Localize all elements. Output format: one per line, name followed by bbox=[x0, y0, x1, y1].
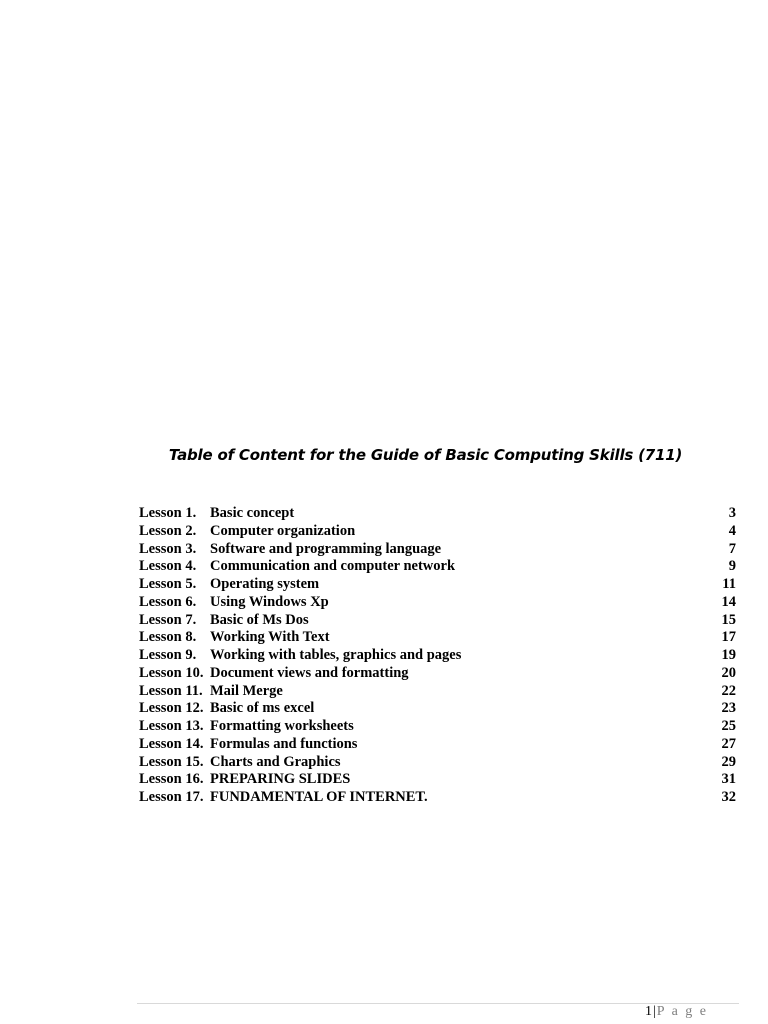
toc-entry-page-number: 7 bbox=[728, 540, 736, 557]
toc-entry-page-number: 20 bbox=[721, 664, 736, 681]
toc-entry bbox=[139, 541, 736, 559]
toc-entry-title: FUNDAMENTAL OF INTERNET. bbox=[210, 789, 428, 805]
toc-title: Table of Content for the Guide of Basic Computing Skills (711) bbox=[168, 446, 683, 464]
toc-entry bbox=[139, 594, 736, 612]
toc-entry-title: Basic of Ms Dos bbox=[210, 611, 309, 628]
toc-entry bbox=[139, 612, 736, 630]
toc-entry-page-number: 23 bbox=[721, 700, 736, 717]
footer-separator: | bbox=[652, 1004, 656, 1019]
toc-entry bbox=[139, 647, 736, 665]
toc-entry-title: Mail Merge bbox=[210, 682, 283, 699]
toc-entry-label: Lesson 4. bbox=[139, 558, 197, 575]
toc-entry bbox=[139, 683, 736, 701]
toc-entry-title: Software and programming language bbox=[210, 540, 442, 557]
toc-entry-title: Computer organization bbox=[210, 522, 356, 539]
toc-entry-label: Lesson 13. bbox=[139, 718, 204, 734]
toc-entry-label: Lesson 10. bbox=[139, 664, 204, 681]
toc-entry bbox=[139, 789, 736, 807]
toc-entry-page-number: 15 bbox=[721, 611, 736, 628]
footer-page-number: 1 bbox=[644, 1004, 652, 1019]
toc-entry-page-number: 9 bbox=[728, 558, 736, 575]
toc-entry-label: Lesson 9. bbox=[139, 647, 197, 663]
toc-entry-label: Lesson 16. bbox=[139, 771, 204, 788]
toc-entry-title: Communication and computer network bbox=[210, 558, 456, 575]
toc-entry-page-number: 31 bbox=[721, 771, 736, 788]
toc-entry-page-number: 27 bbox=[721, 735, 736, 752]
toc-entry-title: Working With Text bbox=[210, 629, 330, 646]
toc-entry-label: Lesson 17. bbox=[139, 789, 204, 805]
toc-entry-title: Document views and formatting bbox=[210, 664, 409, 681]
toc-entry-page-number: 17 bbox=[721, 629, 736, 646]
toc-entry-label: Lesson 11. bbox=[139, 682, 203, 699]
toc-entry-label: Lesson 5. bbox=[139, 576, 197, 592]
toc-entry-title: Basic concept bbox=[210, 505, 295, 521]
toc-entry bbox=[139, 771, 736, 789]
toc-entry-title: Formulas and functions bbox=[210, 735, 358, 752]
toc-entry-page-number: 19 bbox=[721, 647, 736, 663]
toc-entry-title: Operating system bbox=[210, 576, 320, 592]
toc-entry-label: Lesson 6. bbox=[139, 593, 197, 610]
toc-entry bbox=[139, 505, 736, 523]
toc-entry-title: PREPARING SLIDES bbox=[210, 771, 351, 788]
toc-entry bbox=[139, 754, 736, 772]
toc-entry-title: Formatting worksheets bbox=[210, 718, 354, 734]
toc-entry-label: Lesson 3. bbox=[139, 540, 197, 557]
toc-entry bbox=[139, 700, 736, 718]
toc-entry bbox=[139, 576, 736, 594]
toc-entry-label: Lesson 8. bbox=[139, 629, 197, 646]
toc-entry-page-number: 25 bbox=[721, 718, 736, 734]
toc-entry-page-number: 3 bbox=[728, 505, 736, 521]
toc-entry-label: Lesson 12. bbox=[139, 700, 204, 717]
toc-entry bbox=[139, 665, 736, 683]
toc-entry bbox=[139, 523, 736, 541]
page-footer bbox=[645, 1004, 708, 1020]
toc-entry-label: Lesson 2. bbox=[139, 522, 197, 539]
toc-entry-label: Lesson 1. bbox=[139, 505, 197, 521]
toc-entry bbox=[139, 736, 736, 754]
toc-entry-label: Lesson 7. bbox=[139, 611, 197, 628]
toc-entry-title: Using Windows Xp bbox=[210, 593, 329, 610]
toc-entry-page-number: 14 bbox=[721, 593, 736, 610]
toc-entry-page-number: 32 bbox=[721, 789, 736, 805]
toc-entry-title: Working with tables, graphics and pages bbox=[210, 647, 462, 663]
toc-entry bbox=[139, 718, 736, 736]
toc-entry-label: Lesson 14. bbox=[139, 735, 204, 752]
toc-entry-page-number: 4 bbox=[728, 522, 736, 539]
toc-entry-page-number: 22 bbox=[721, 682, 736, 699]
footer-page-word: P a g e bbox=[656, 1004, 708, 1019]
toc-entry-page-number: 29 bbox=[721, 753, 736, 770]
toc-entry bbox=[139, 629, 736, 647]
toc-entry bbox=[139, 558, 736, 576]
toc-entry-title: Basic of ms excel bbox=[210, 700, 315, 717]
toc-entry-label: Lesson 15. bbox=[139, 753, 204, 770]
toc-entry-title: Charts and Graphics bbox=[210, 753, 341, 770]
toc-entry-page-number: 11 bbox=[722, 576, 736, 592]
toc-list bbox=[139, 505, 736, 807]
